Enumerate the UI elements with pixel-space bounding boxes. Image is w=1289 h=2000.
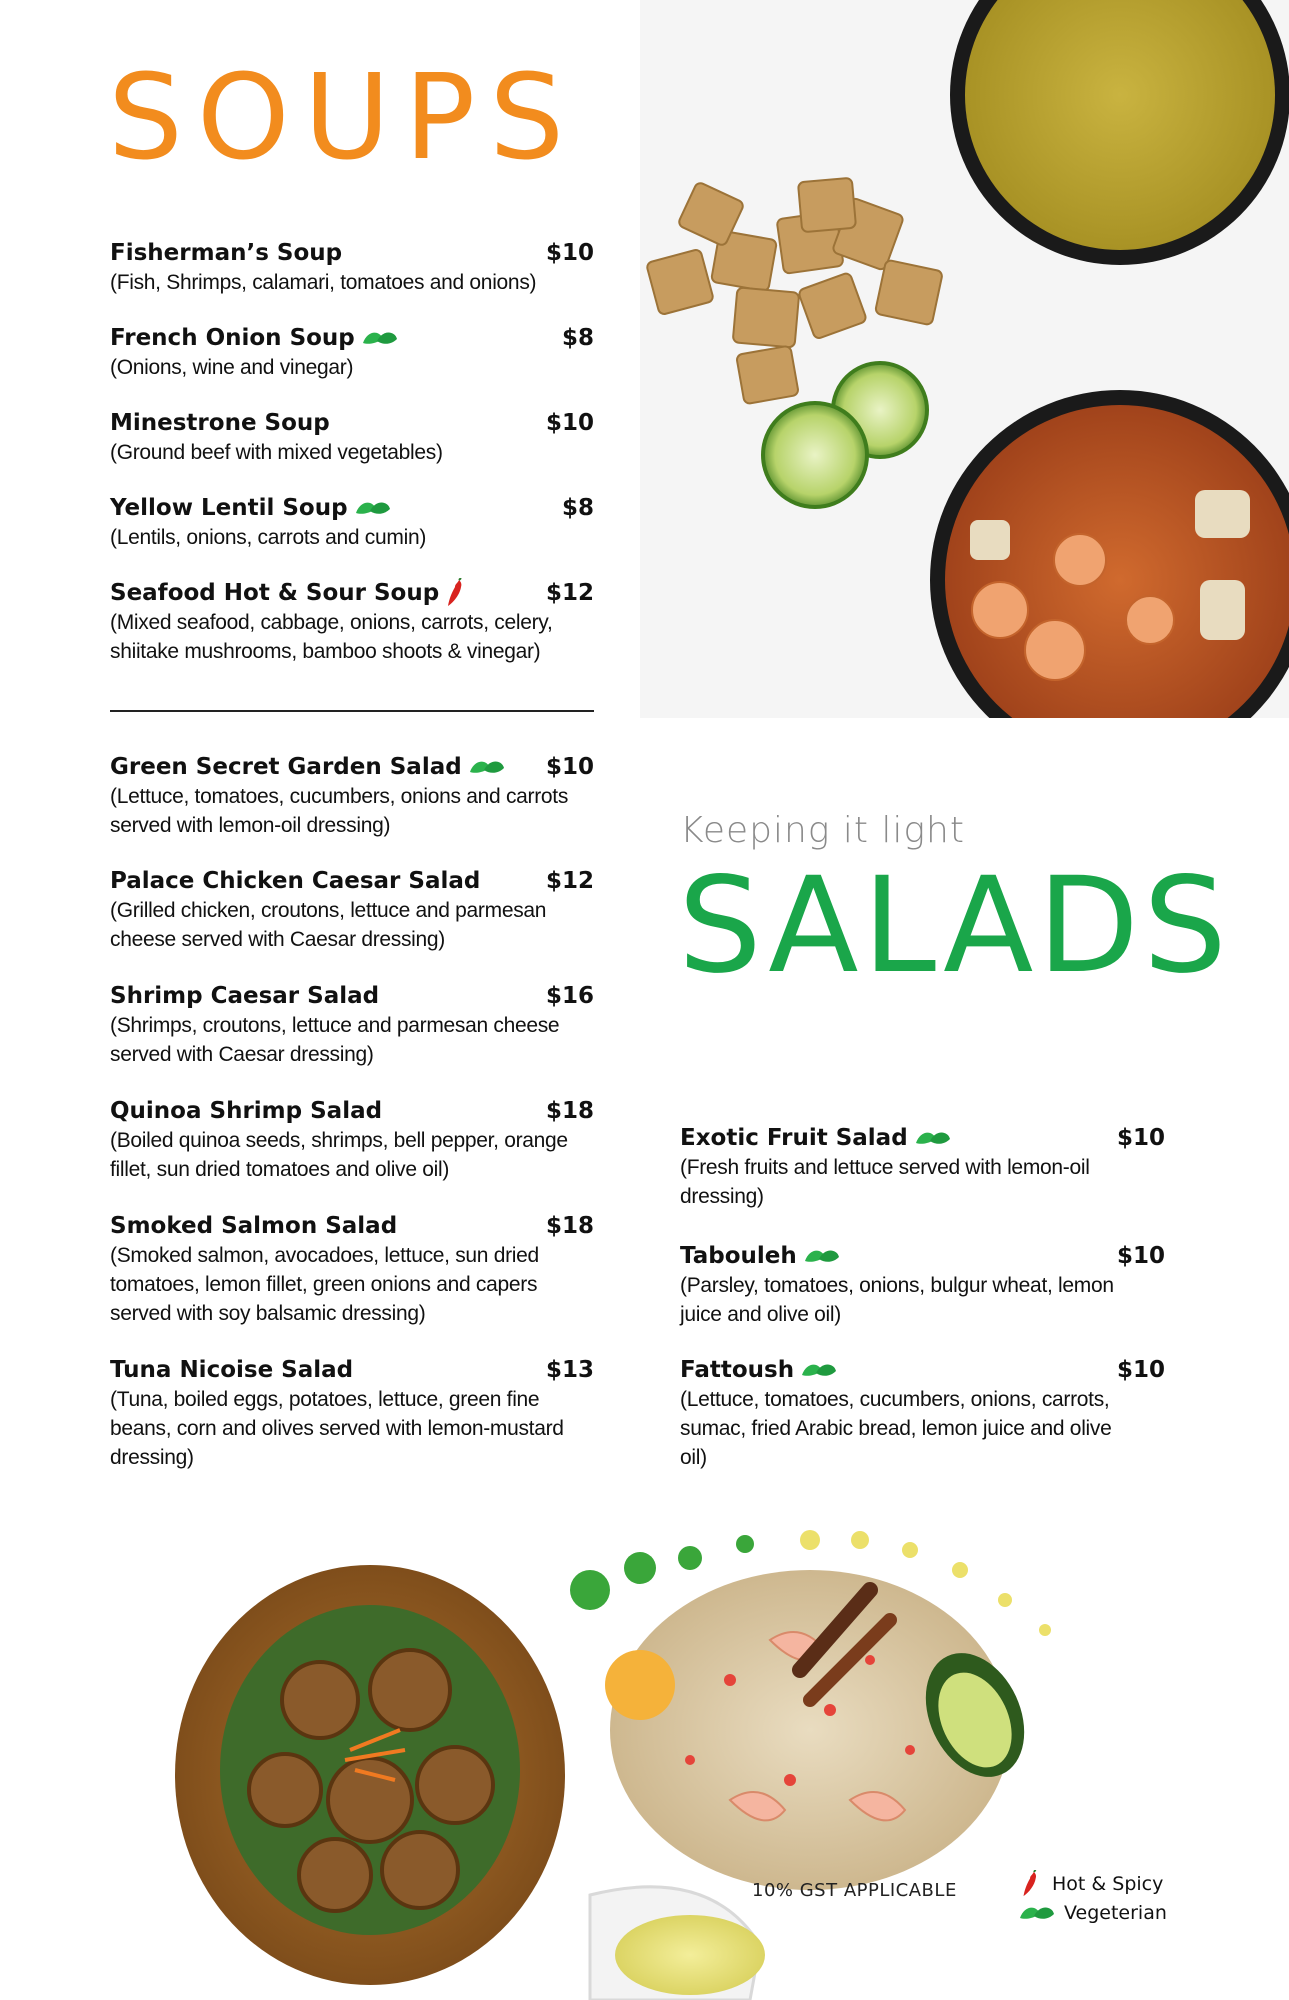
hot-spicy-chili-icon xyxy=(445,578,467,608)
gst-note: 10% GST APPLICABLE xyxy=(752,1880,957,1901)
item-description xyxy=(680,1271,1165,1329)
description-line: served with Caesar dressing) xyxy=(110,1043,374,1066)
vegetarian-leaf-icon xyxy=(361,327,399,349)
item-description: (Ground beef with mixed vegetables) xyxy=(110,441,443,464)
soups-photo xyxy=(640,0,1289,718)
item-price: $10 xyxy=(1116,1243,1165,1269)
soup-item xyxy=(110,238,594,297)
legend-veg-label: Vegeterian xyxy=(1064,1902,1167,1924)
item-description xyxy=(680,1385,1165,1472)
description-line: (Fresh fruits and lettuce served with lemon-oil xyxy=(680,1156,1090,1179)
item-description xyxy=(680,1153,1165,1211)
vegetarian-leaf-icon xyxy=(800,1359,838,1381)
salad-item xyxy=(680,1123,1165,1211)
item-price: $10 xyxy=(545,410,594,436)
vegetarian-leaf-icon xyxy=(1018,1902,1056,1924)
salad-item xyxy=(110,1211,594,1328)
item-description: (Lentils, onions, carrots and cumin) xyxy=(110,526,427,549)
salad-item xyxy=(680,1355,1165,1472)
item-price: $10 xyxy=(1116,1357,1165,1383)
section-divider xyxy=(110,710,594,712)
soups-heading: SOUPS xyxy=(108,48,579,186)
description-line: beans, corn and olives served with lemon-mustard xyxy=(110,1417,564,1440)
vegetarian-leaf-icon xyxy=(914,1127,952,1149)
description-line: (Mixed seafood, cabbage, onions, carrots, celery, xyxy=(110,611,553,634)
salad-item xyxy=(110,1096,594,1184)
salad-item xyxy=(110,752,594,840)
soup-item xyxy=(110,578,594,666)
description-line: fillet, sun dried tomatoes and olive oil) xyxy=(110,1158,450,1181)
item-price: $10 xyxy=(545,240,594,266)
item-name: Smoked Salmon Salad xyxy=(110,1213,398,1239)
salads-heading: SALADS xyxy=(678,849,1231,1003)
salads-tagline: Keeping it light xyxy=(680,810,965,851)
item-price: $18 xyxy=(545,1213,594,1239)
description-line: sumac, fried Arabic bread, lemon juice and olive xyxy=(680,1417,1112,1440)
legend-veg xyxy=(1018,1902,1167,1924)
salad-item xyxy=(110,981,594,1069)
item-name: French Onion Soup xyxy=(110,325,355,351)
description-line: cheese served with Caesar dressing) xyxy=(110,928,445,951)
item-name: Seafood Hot & Sour Soup xyxy=(110,580,440,606)
description-line: (Lettuce, tomatoes, cucumbers, onions, carrots, xyxy=(680,1388,1110,1411)
description-line: (Grilled chicken, croutons, lettuce and parmesan xyxy=(110,899,547,922)
description-line: dressing) xyxy=(110,1446,194,1469)
item-price: $18 xyxy=(545,1098,594,1124)
vegetarian-leaf-icon xyxy=(468,756,506,778)
soup-item xyxy=(110,493,594,552)
item-name: Exotic Fruit Salad xyxy=(680,1125,908,1151)
description-line: (Tuna, boiled eggs, potatoes, lettuce, green fine xyxy=(110,1388,540,1411)
item-name: Fisherman’s Soup xyxy=(110,240,343,266)
item-name: Green Secret Garden Salad xyxy=(110,754,462,780)
salad-item xyxy=(110,1355,594,1472)
vegetarian-leaf-icon xyxy=(354,497,392,519)
item-price: $16 xyxy=(545,983,594,1009)
description-line: (Boiled quinoa seeds, shrimps, bell pepper, orange xyxy=(110,1129,568,1152)
description-line: shiitake mushrooms, bamboo shoots & vinegar) xyxy=(110,640,541,663)
item-price: $13 xyxy=(545,1357,594,1383)
salads-photo xyxy=(170,1500,1170,2000)
item-name: Tuna Nicoise Salad xyxy=(110,1357,354,1383)
item-name: Fattoush xyxy=(680,1357,795,1383)
legend-hot-label: Hot & Spicy xyxy=(1052,1873,1164,1895)
description-line: (Lettuce, tomatoes, cucumbers, onions and carrots xyxy=(110,785,569,808)
item-name: Tabouleh xyxy=(680,1243,797,1269)
vegetarian-leaf-icon xyxy=(803,1245,841,1267)
item-description xyxy=(110,1241,594,1328)
item-description: (Onions, wine and vinegar) xyxy=(110,356,354,379)
description-line: served with lemon-oil dressing) xyxy=(110,814,391,837)
item-price: $12 xyxy=(545,580,594,606)
item-description xyxy=(110,896,594,954)
item-price: $8 xyxy=(561,495,594,521)
item-price: $12 xyxy=(545,868,594,894)
item-name: Shrimp Caesar Salad xyxy=(110,983,380,1009)
item-description: (Fish, Shrimps, calamari, tomatoes and onions) xyxy=(110,271,537,294)
item-description xyxy=(110,608,594,666)
description-line: served with soy balsamic dressing) xyxy=(110,1302,426,1325)
legend-hot xyxy=(1018,1870,1167,1898)
item-price: $10 xyxy=(545,754,594,780)
item-description xyxy=(110,1011,594,1069)
description-line: tomatoes, lemon fillet, green onions and capers xyxy=(110,1273,538,1296)
description-line: oil) xyxy=(680,1446,707,1469)
description-line: (Parsley, tomatoes, onions, bulgur wheat, lemon xyxy=(680,1274,1114,1297)
item-name: Minestrone Soup xyxy=(110,410,330,436)
soup-item xyxy=(110,323,594,382)
item-description xyxy=(110,782,594,840)
item-name: Quinoa Shrimp Salad xyxy=(110,1098,383,1124)
item-name: Palace Chicken Caesar Salad xyxy=(110,868,481,894)
item-description xyxy=(110,1126,594,1184)
description-line: (Smoked salmon, avocadoes, lettuce, sun dried xyxy=(110,1244,539,1267)
soup-item xyxy=(110,408,594,467)
item-price: $8 xyxy=(561,325,594,351)
item-price: $10 xyxy=(1116,1125,1165,1151)
legend xyxy=(1018,1870,1167,1924)
salad-item xyxy=(110,866,594,954)
salad-item xyxy=(680,1241,1165,1329)
item-description xyxy=(110,1385,594,1472)
description-line: dressing) xyxy=(680,1185,764,1208)
description-line: juice and olive oil) xyxy=(680,1303,841,1326)
item-name: Yellow Lentil Soup xyxy=(110,495,348,521)
description-line: (Shrimps, croutons, lettuce and parmesan cheese xyxy=(110,1014,560,1037)
hot-spicy-chili-icon xyxy=(1018,1870,1044,1898)
